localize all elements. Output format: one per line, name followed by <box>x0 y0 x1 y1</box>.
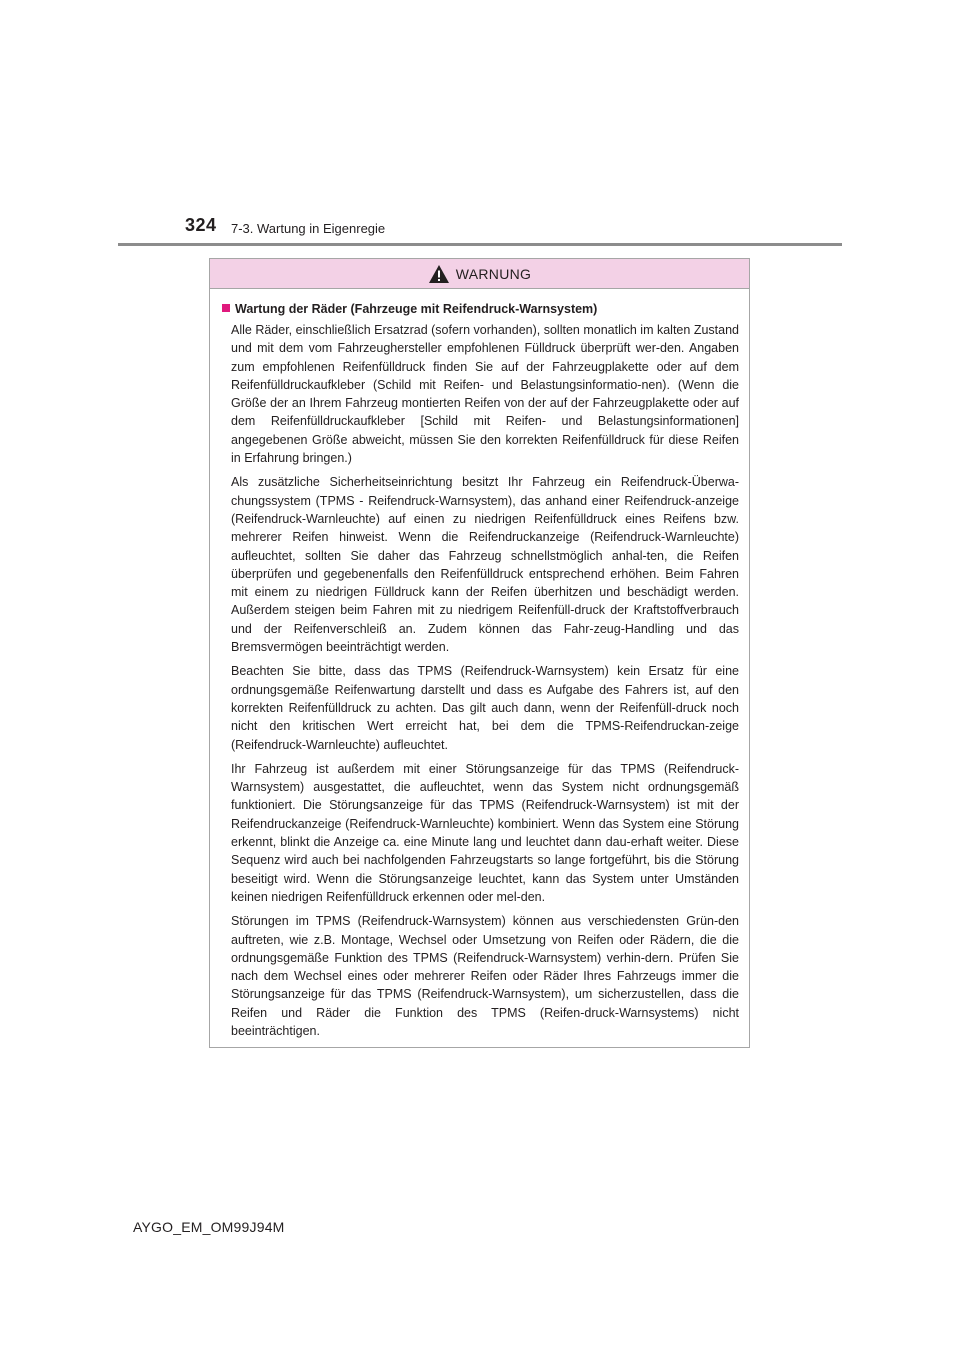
warning-header <box>210 259 749 289</box>
warning-box <box>209 258 750 1048</box>
section-title: 7-3. Wartung in Eigenregie <box>231 221 386 236</box>
square-bullet-icon <box>222 304 230 312</box>
warning-paragraph-3: Beachten Sie bitte, dass das TPMS (Reifendruck-Warnsystem) kein Ersatz für eine ordnungsgemäße Reifenwartung darstellt und dass es Aufgabe des Fahrers ist, auf den korrekten Reifenfülldruck zu achten. Das gilt auch dann, wenn der Reifenfüll-druck noch nicht den kritischen Wert erreicht hat, bei dem die TPMS-Reifendruckan-zeige (Reifendruck-Warnleuchte) aufleuchtet. <box>231 664 739 752</box>
warning-title: WARNUNG <box>455 265 532 282</box>
header-rule <box>118 243 842 246</box>
warning-paragraph-2: Als zusätzliche Sicherheitseinrichtung besitzt Ihr Fahrzeug ein Reifendruck-Überwa-chungssystem (TPMS - Reifendruck-Warnsystem), das anhand einer Reifendruck-anzeige (Reifendruck-Warnleuchte) auf einen zu niedrigen Reifenfülldruck eines Reifens bzw. mehrerer Reifen hinweist. Wenn die Reifendruckanzeige (Reifendruck-Warnleuchte) aufleuchtet, sollten Sie daher das Fahrzeug schnellstmöglich anhal-ten, die Reifen überprüfen und gegebenenfalls den Reifenfülldruck entsprechend erhöhen. Beim Fahren mit einem zu niedrigen Fülldruck kann der Reifen überhitzen und beschädigt werden. Außerdem steigen beim Fahren mit zu niedrigem Reifenfüll-druck der Kraftstoffverbrauch und der Reifenverschleiß an. Zudem können das Fahr-zeug-Handling und das Bremsvermögen beeinträchtigt werden. <box>231 475 739 655</box>
warning-body <box>210 289 749 1040</box>
warning-subheading <box>222 300 739 319</box>
warning-paragraph-1: Alle Räder, einschließlich Ersatzrad (sofern vorhanden), sollten monatlich im kalten Zustand und mit dem vom Fahrzeughersteller empfohlenen Fülldruck überprüft wer-den. Angaben zum empfohlenen Reifenfülldruck finden Sie auf der Fahrzeugplakette oder auf dem Reifenfülldruckaufkleber (Schild mit Reifen- und Belastungsinformatio-nen). (Wenn die Größe der an Ihrem Fahrzeug montierten Reifen von der auf der Fahrzeugplakette oder auf dem Reifenfülldruckaufkleber [Schild mit Reifen- und Belastungsinformationen] angegebenen Größe abweicht, müssen Sie den korrekten Reifenfülldruck für diese Reifen in Erfahrung bringen.) <box>231 323 739 466</box>
warning-triangle-icon <box>428 264 450 284</box>
page-number: 324 <box>185 215 217 235</box>
warning-subheading-text: Wartung der Räder (Fahrzeuge mit Reifendruck-Warnsystem) <box>235 302 598 316</box>
footer-doc-code: AYGO_EM_OM99J94M <box>133 1219 285 1235</box>
warning-paragraph-4: Ihr Fahrzeug ist außerdem mit einer Störungsanzeige für das TPMS (Reifendruck-Warnsystem) ausgestattet, die aufleuchtet, wenn das System nicht ordnungsgemäß funktioniert. Die Störungsanzeige für das TPMS (Reifendruck-Warnsystem) ist mit der Reifendruckanzeige (Reifendruck-Warnleuchte) kombiniert. Wenn das System eine Störung erkennt, blinkt die Anzeige ca. eine Minute lang und leuchtet dann dau-erhaft weiter. Diese Sequenz wird auch bei nachfolgenden Fahrzeugstarts so lange fortgeführt, bis die Störung beseitigt wird. Wenn die Störungsanzeige leuchtet, kann das System unter Umständen keinen niedrigen Reifenfülldruck erkennen oder mel-den. <box>231 761 739 904</box>
warning-paragraph-5: Störungen im TPMS (Reifendruck-Warnsystem) können aus verschiedensten Grün-den auftreten, wie z.B. Montage, Wechsel oder Umsetzung von Reifen oder Rädern, die die ordnungsgemäße Funktion des TPMS (Reifendruck-Warnsystem) verhin-dern. Prüfen Sie nach dem Wechsel eines oder mehrerer Reifen oder Räder Ihres Fahrzeugs immer die Störungsanzeige für das TPMS (Reifendruck-Warnsystem), um sicherzustellen, dass die Reifen und Räder die Funktion des TPMS (Reifen-druck-Warnsystems) nicht beeinträchtigen. <box>231 914 739 1038</box>
